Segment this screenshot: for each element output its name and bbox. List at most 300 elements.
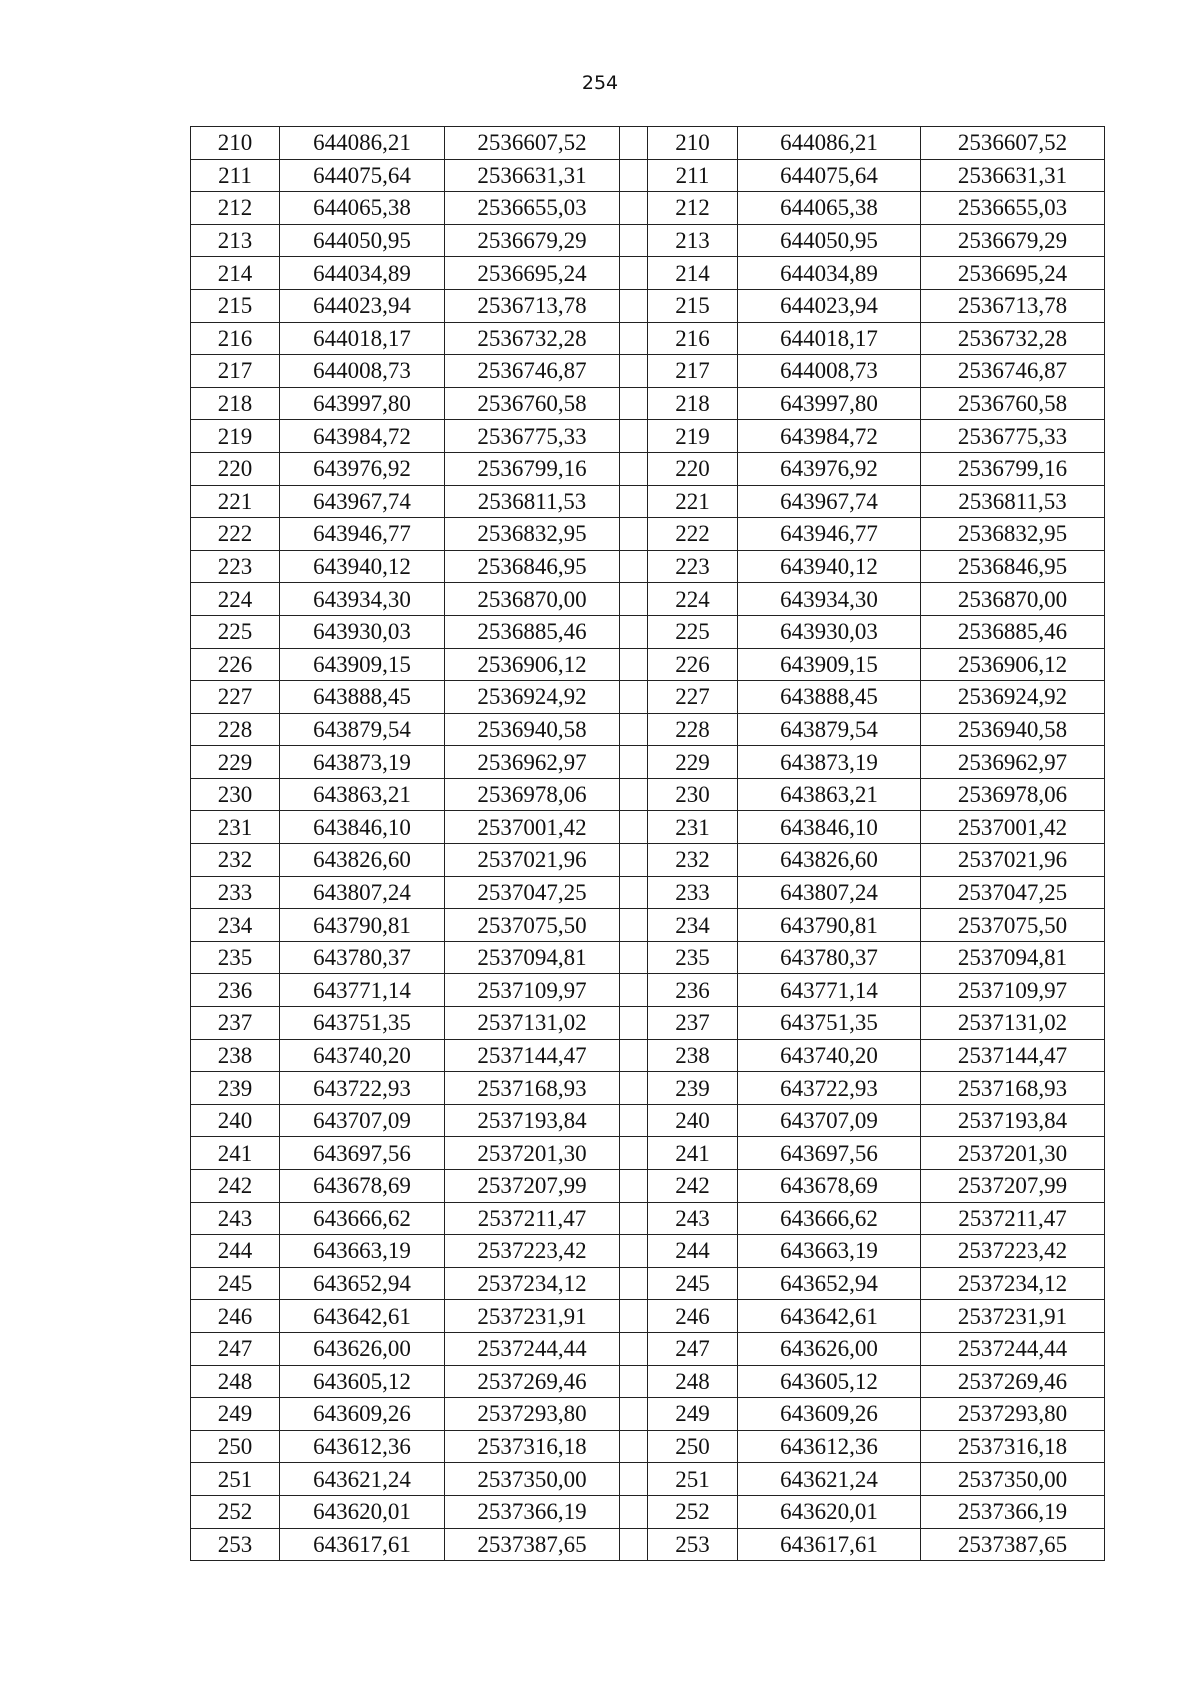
- table-row: [191, 452, 1105, 485]
- y-coordinate-cell-right: 2537047,25: [921, 876, 1105, 909]
- point-number-cell-right: 237: [648, 1007, 738, 1040]
- spacer-cell: [620, 1528, 648, 1561]
- point-number-cell: 234: [191, 909, 280, 942]
- x-coordinate-cell: 643967,74: [280, 485, 445, 518]
- point-number-cell-right: 236: [648, 974, 738, 1007]
- spacer-cell: [620, 1300, 648, 1333]
- table-row: [191, 1039, 1105, 1072]
- y-coordinate-cell-right: 2536746,87: [921, 355, 1105, 388]
- x-coordinate-cell: 643642,61: [280, 1300, 445, 1333]
- x-coordinate-cell-right: 644008,73: [738, 355, 921, 388]
- table-row: [191, 1300, 1105, 1333]
- point-number-cell: 242: [191, 1170, 280, 1203]
- y-coordinate-cell: 2537001,42: [445, 811, 620, 844]
- spacer-cell: [620, 127, 648, 160]
- table-row: [191, 778, 1105, 811]
- y-coordinate-cell-right: 2537244,44: [921, 1332, 1105, 1365]
- x-coordinate-cell-right: 643617,61: [738, 1528, 921, 1561]
- table-row: [191, 224, 1105, 257]
- y-coordinate-cell: 2536746,87: [445, 355, 620, 388]
- point-number-cell: 226: [191, 648, 280, 681]
- point-number-cell-right: 216: [648, 322, 738, 355]
- x-coordinate-cell: 643697,56: [280, 1137, 445, 1170]
- point-number-cell: 221: [191, 485, 280, 518]
- spacer-cell: [620, 1137, 648, 1170]
- x-coordinate-cell: 643946,77: [280, 518, 445, 551]
- y-coordinate-cell-right: 2537207,99: [921, 1170, 1105, 1203]
- x-coordinate-cell: 643666,62: [280, 1202, 445, 1235]
- y-coordinate-cell-right: 2537201,30: [921, 1137, 1105, 1170]
- y-coordinate-cell: 2537047,25: [445, 876, 620, 909]
- table-row: [191, 159, 1105, 192]
- y-coordinate-cell-right: 2537211,47: [921, 1202, 1105, 1235]
- point-number-cell-right: 245: [648, 1267, 738, 1300]
- point-number-cell-right: 220: [648, 452, 738, 485]
- y-coordinate-cell: 2537366,19: [445, 1495, 620, 1528]
- point-number-cell-right: 211: [648, 159, 738, 192]
- spacer-cell: [620, 420, 648, 453]
- table-row: [191, 681, 1105, 714]
- spacer-cell: [620, 974, 648, 1007]
- x-coordinate-cell: 643678,69: [280, 1170, 445, 1203]
- y-coordinate-cell: 2537211,47: [445, 1202, 620, 1235]
- spacer-cell: [620, 224, 648, 257]
- point-number-cell: 214: [191, 257, 280, 290]
- x-coordinate-cell: 643620,01: [280, 1495, 445, 1528]
- y-coordinate-cell-right: 2537075,50: [921, 909, 1105, 942]
- y-coordinate-cell: 2536962,97: [445, 746, 620, 779]
- table-row: [191, 876, 1105, 909]
- spacer-cell: [620, 159, 648, 192]
- y-coordinate-cell: 2537234,12: [445, 1267, 620, 1300]
- y-coordinate-cell-right: 2537223,42: [921, 1235, 1105, 1268]
- x-coordinate-cell: 643652,94: [280, 1267, 445, 1300]
- x-coordinate-cell-right: 644018,17: [738, 322, 921, 355]
- x-coordinate-cell: 643609,26: [280, 1398, 445, 1431]
- y-coordinate-cell: 2536775,33: [445, 420, 620, 453]
- table-row: [191, 289, 1105, 322]
- x-coordinate-cell: 643909,15: [280, 648, 445, 681]
- y-coordinate-cell: 2537223,42: [445, 1235, 620, 1268]
- y-coordinate-cell: 2536760,58: [445, 387, 620, 420]
- y-coordinate-cell: 2537244,44: [445, 1332, 620, 1365]
- x-coordinate-cell-right: 643780,37: [738, 941, 921, 974]
- y-coordinate-cell-right: 2536679,29: [921, 224, 1105, 257]
- x-coordinate-cell-right: 643771,14: [738, 974, 921, 1007]
- point-number-cell-right: 253: [648, 1528, 738, 1561]
- point-number-cell-right: 235: [648, 941, 738, 974]
- spacer-cell: [620, 289, 648, 322]
- spacer-cell: [620, 355, 648, 388]
- x-coordinate-cell: 643617,61: [280, 1528, 445, 1561]
- x-coordinate-cell: 644075,64: [280, 159, 445, 192]
- x-coordinate-cell: 643826,60: [280, 844, 445, 877]
- x-coordinate-cell: 644065,38: [280, 192, 445, 225]
- table-row: [191, 1495, 1105, 1528]
- point-number-cell-right: 221: [648, 485, 738, 518]
- x-coordinate-cell: 644008,73: [280, 355, 445, 388]
- x-coordinate-cell-right: 643697,56: [738, 1137, 921, 1170]
- y-coordinate-cell: 2537269,46: [445, 1365, 620, 1398]
- point-number-cell: 227: [191, 681, 280, 714]
- x-coordinate-cell-right: 643930,03: [738, 615, 921, 648]
- x-coordinate-cell-right: 643642,61: [738, 1300, 921, 1333]
- y-coordinate-cell-right: 2536607,52: [921, 127, 1105, 160]
- y-coordinate-cell-right: 2536775,33: [921, 420, 1105, 453]
- table-row: [191, 1137, 1105, 1170]
- x-coordinate-cell-right: 643612,36: [738, 1430, 921, 1463]
- x-coordinate-cell-right: 643609,26: [738, 1398, 921, 1431]
- y-coordinate-cell-right: 2537316,18: [921, 1430, 1105, 1463]
- x-coordinate-cell-right: 643626,00: [738, 1332, 921, 1365]
- x-coordinate-cell: 643740,20: [280, 1039, 445, 1072]
- spacer-cell: [620, 811, 648, 844]
- point-number-cell-right: 218: [648, 387, 738, 420]
- spacer-cell: [620, 909, 648, 942]
- x-coordinate-cell: 643807,24: [280, 876, 445, 909]
- table-row: [191, 1104, 1105, 1137]
- table-row: [191, 1430, 1105, 1463]
- point-number-cell-right: 229: [648, 746, 738, 779]
- y-coordinate-cell: 2536679,29: [445, 224, 620, 257]
- x-coordinate-cell: 643879,54: [280, 713, 445, 746]
- x-coordinate-cell: 643997,80: [280, 387, 445, 420]
- x-coordinate-cell-right: 643984,72: [738, 420, 921, 453]
- x-coordinate-cell-right: 644034,89: [738, 257, 921, 290]
- spacer-cell: [620, 778, 648, 811]
- y-coordinate-cell: 2536811,53: [445, 485, 620, 518]
- x-coordinate-cell-right: 643879,54: [738, 713, 921, 746]
- spacer-cell: [620, 1104, 648, 1137]
- y-coordinate-cell: 2537201,30: [445, 1137, 620, 1170]
- x-coordinate-cell-right: 644086,21: [738, 127, 921, 160]
- table-row: [191, 322, 1105, 355]
- point-number-cell: 237: [191, 1007, 280, 1040]
- table-row: [191, 387, 1105, 420]
- point-number-cell: 217: [191, 355, 280, 388]
- x-coordinate-cell-right: 643967,74: [738, 485, 921, 518]
- spacer-cell: [620, 615, 648, 648]
- point-number-cell-right: 243: [648, 1202, 738, 1235]
- point-number-cell: 238: [191, 1039, 280, 1072]
- point-number-cell: 220: [191, 452, 280, 485]
- point-number-cell: 244: [191, 1235, 280, 1268]
- point-number-cell-right: 241: [648, 1137, 738, 1170]
- point-number-cell-right: 231: [648, 811, 738, 844]
- point-number-cell-right: 252: [648, 1495, 738, 1528]
- y-coordinate-cell-right: 2536713,78: [921, 289, 1105, 322]
- point-number-cell: 211: [191, 159, 280, 192]
- x-coordinate-cell: 643934,30: [280, 583, 445, 616]
- point-number-cell-right: 227: [648, 681, 738, 714]
- point-number-cell: 232: [191, 844, 280, 877]
- point-number-cell: 224: [191, 583, 280, 616]
- point-number-cell-right: 228: [648, 713, 738, 746]
- x-coordinate-cell-right: 643740,20: [738, 1039, 921, 1072]
- point-number-cell: 222: [191, 518, 280, 551]
- y-coordinate-cell-right: 2536760,58: [921, 387, 1105, 420]
- y-coordinate-cell: 2537075,50: [445, 909, 620, 942]
- y-coordinate-cell-right: 2536732,28: [921, 322, 1105, 355]
- point-number-cell: 246: [191, 1300, 280, 1333]
- spacer-cell: [620, 1463, 648, 1496]
- x-coordinate-cell: 643984,72: [280, 420, 445, 453]
- y-coordinate-cell: 2537387,65: [445, 1528, 620, 1561]
- x-coordinate-cell-right: 643863,21: [738, 778, 921, 811]
- x-coordinate-cell: 643976,92: [280, 452, 445, 485]
- spacer-cell: [620, 648, 648, 681]
- spacer-cell: [620, 876, 648, 909]
- point-number-cell: 248: [191, 1365, 280, 1398]
- point-number-cell: 241: [191, 1137, 280, 1170]
- spacer-cell: [620, 844, 648, 877]
- point-number-cell-right: 214: [648, 257, 738, 290]
- point-number-cell-right: 249: [648, 1398, 738, 1431]
- point-number-cell: 219: [191, 420, 280, 453]
- y-coordinate-cell-right: 2537234,12: [921, 1267, 1105, 1300]
- spacer-cell: [620, 1007, 648, 1040]
- table-row: [191, 257, 1105, 290]
- x-coordinate-cell-right: 644050,95: [738, 224, 921, 257]
- y-coordinate-cell: 2537207,99: [445, 1170, 620, 1203]
- table-row: [191, 648, 1105, 681]
- table-row: [191, 1267, 1105, 1300]
- y-coordinate-cell-right: 2537193,84: [921, 1104, 1105, 1137]
- y-coordinate-cell-right: 2537001,42: [921, 811, 1105, 844]
- y-coordinate-cell-right: 2536924,92: [921, 681, 1105, 714]
- y-coordinate-cell: 2536695,24: [445, 257, 620, 290]
- spacer-cell: [620, 1202, 648, 1235]
- x-coordinate-cell: 643771,14: [280, 974, 445, 1007]
- y-coordinate-cell-right: 2537350,00: [921, 1463, 1105, 1496]
- x-coordinate-cell: 643621,24: [280, 1463, 445, 1496]
- spacer-cell: [620, 1039, 648, 1072]
- y-coordinate-cell: 2537350,00: [445, 1463, 620, 1496]
- point-number-cell: 230: [191, 778, 280, 811]
- x-coordinate-cell-right: 643605,12: [738, 1365, 921, 1398]
- point-number-cell: 252: [191, 1495, 280, 1528]
- x-coordinate-cell: 644050,95: [280, 224, 445, 257]
- spacer-cell: [620, 550, 648, 583]
- y-coordinate-cell-right: 2537109,97: [921, 974, 1105, 1007]
- x-coordinate-cell-right: 643940,12: [738, 550, 921, 583]
- x-coordinate-cell-right: 643997,80: [738, 387, 921, 420]
- x-coordinate-cell-right: 643751,35: [738, 1007, 921, 1040]
- y-coordinate-cell-right: 2536940,58: [921, 713, 1105, 746]
- point-number-cell: 231: [191, 811, 280, 844]
- spacer-cell: [620, 1267, 648, 1300]
- table-row: [191, 1365, 1105, 1398]
- point-number-cell-right: 234: [648, 909, 738, 942]
- point-number-cell-right: 224: [648, 583, 738, 616]
- x-coordinate-cell-right: 643663,19: [738, 1235, 921, 1268]
- spacer-cell: [620, 1495, 648, 1528]
- point-number-cell-right: 225: [648, 615, 738, 648]
- x-coordinate-cell: 643780,37: [280, 941, 445, 974]
- x-coordinate-cell-right: 643807,24: [738, 876, 921, 909]
- point-number-cell: 253: [191, 1528, 280, 1561]
- x-coordinate-cell-right: 643946,77: [738, 518, 921, 551]
- point-number-cell: 251: [191, 1463, 280, 1496]
- y-coordinate-cell-right: 2537366,19: [921, 1495, 1105, 1528]
- x-coordinate-cell: 643888,45: [280, 681, 445, 714]
- table-row: [191, 1332, 1105, 1365]
- y-coordinate-cell: 2536631,31: [445, 159, 620, 192]
- x-coordinate-cell: 643722,93: [280, 1072, 445, 1105]
- spacer-cell: [620, 257, 648, 290]
- x-coordinate-cell: 643930,03: [280, 615, 445, 648]
- table-row: [191, 420, 1105, 453]
- spacer-cell: [620, 322, 648, 355]
- point-number-cell: 233: [191, 876, 280, 909]
- point-number-cell: 245: [191, 1267, 280, 1300]
- x-coordinate-cell: 643751,35: [280, 1007, 445, 1040]
- y-coordinate-cell: 2536906,12: [445, 648, 620, 681]
- point-number-cell-right: 210: [648, 127, 738, 160]
- y-coordinate-cell-right: 2537387,65: [921, 1528, 1105, 1561]
- y-coordinate-cell-right: 2536695,24: [921, 257, 1105, 290]
- x-coordinate-cell: 644018,17: [280, 322, 445, 355]
- point-number-cell-right: 240: [648, 1104, 738, 1137]
- table-row: [191, 485, 1105, 518]
- x-coordinate-cell-right: 643620,01: [738, 1495, 921, 1528]
- y-coordinate-cell: 2536832,95: [445, 518, 620, 551]
- y-coordinate-cell-right: 2536846,95: [921, 550, 1105, 583]
- spacer-cell: [620, 1235, 648, 1268]
- y-coordinate-cell: 2536799,16: [445, 452, 620, 485]
- y-coordinate-cell: 2536924,92: [445, 681, 620, 714]
- x-coordinate-cell-right: 643976,92: [738, 452, 921, 485]
- spacer-cell: [620, 192, 648, 225]
- y-coordinate-cell-right: 2537021,96: [921, 844, 1105, 877]
- x-coordinate-cell: 644034,89: [280, 257, 445, 290]
- y-coordinate-cell-right: 2536655,03: [921, 192, 1105, 225]
- y-coordinate-cell-right: 2536631,31: [921, 159, 1105, 192]
- point-number-cell-right: 230: [648, 778, 738, 811]
- spacer-cell: [620, 681, 648, 714]
- table-row: [191, 615, 1105, 648]
- y-coordinate-cell-right: 2536978,06: [921, 778, 1105, 811]
- spacer-cell: [620, 1170, 648, 1203]
- x-coordinate-cell: 643873,19: [280, 746, 445, 779]
- table-row: [191, 1202, 1105, 1235]
- point-number-cell: 225: [191, 615, 280, 648]
- y-coordinate-cell-right: 2537168,93: [921, 1072, 1105, 1105]
- point-number-cell: 210: [191, 127, 280, 160]
- x-coordinate-cell-right: 643790,81: [738, 909, 921, 942]
- table-row: [191, 192, 1105, 225]
- x-coordinate-cell-right: 644065,38: [738, 192, 921, 225]
- x-coordinate-cell: 643863,21: [280, 778, 445, 811]
- point-number-cell-right: 242: [648, 1170, 738, 1203]
- y-coordinate-cell-right: 2537094,81: [921, 941, 1105, 974]
- table-row: [191, 844, 1105, 877]
- table-row: [191, 1235, 1105, 1268]
- spacer-cell: [620, 452, 648, 485]
- spacer-cell: [620, 713, 648, 746]
- table-row: [191, 1398, 1105, 1431]
- x-coordinate-cell: 643663,19: [280, 1235, 445, 1268]
- x-coordinate-cell-right: 643873,19: [738, 746, 921, 779]
- y-coordinate-cell-right: 2537144,47: [921, 1039, 1105, 1072]
- x-coordinate-cell-right: 643846,10: [738, 811, 921, 844]
- y-coordinate-cell-right: 2536906,12: [921, 648, 1105, 681]
- spacer-cell: [620, 941, 648, 974]
- x-coordinate-cell-right: 643909,15: [738, 648, 921, 681]
- x-coordinate-cell: 643626,00: [280, 1332, 445, 1365]
- point-number-cell-right: 219: [648, 420, 738, 453]
- table-row: [191, 518, 1105, 551]
- x-coordinate-cell: 643790,81: [280, 909, 445, 942]
- y-coordinate-cell: 2536607,52: [445, 127, 620, 160]
- spacer-cell: [620, 387, 648, 420]
- point-number-cell: 239: [191, 1072, 280, 1105]
- point-number-cell-right: 217: [648, 355, 738, 388]
- y-coordinate-cell: 2536885,46: [445, 615, 620, 648]
- point-number-cell-right: 215: [648, 289, 738, 322]
- x-coordinate-cell: 643940,12: [280, 550, 445, 583]
- x-coordinate-cell-right: 643888,45: [738, 681, 921, 714]
- y-coordinate-cell: 2537316,18: [445, 1430, 620, 1463]
- point-number-cell-right: 222: [648, 518, 738, 551]
- table-row: [191, 1170, 1105, 1203]
- x-coordinate-cell: 643605,12: [280, 1365, 445, 1398]
- point-number-cell: 223: [191, 550, 280, 583]
- y-coordinate-cell-right: 2536870,00: [921, 583, 1105, 616]
- spacer-cell: [620, 518, 648, 551]
- point-number-cell-right: 248: [648, 1365, 738, 1398]
- y-coordinate-cell: 2537293,80: [445, 1398, 620, 1431]
- y-coordinate-cell-right: 2536885,46: [921, 615, 1105, 648]
- y-coordinate-cell: 2536713,78: [445, 289, 620, 322]
- y-coordinate-cell: 2536732,28: [445, 322, 620, 355]
- y-coordinate-cell-right: 2536799,16: [921, 452, 1105, 485]
- point-number-cell-right: 250: [648, 1430, 738, 1463]
- y-coordinate-cell: 2537131,02: [445, 1007, 620, 1040]
- table-row: [191, 746, 1105, 779]
- y-coordinate-cell: 2537193,84: [445, 1104, 620, 1137]
- point-number-cell-right: 223: [648, 550, 738, 583]
- point-number-cell-right: 232: [648, 844, 738, 877]
- table-row: [191, 1528, 1105, 1561]
- point-number-cell: 212: [191, 192, 280, 225]
- point-number-cell: 215: [191, 289, 280, 322]
- point-number-cell: 216: [191, 322, 280, 355]
- point-number-cell: 240: [191, 1104, 280, 1137]
- x-coordinate-cell: 644086,21: [280, 127, 445, 160]
- page-number: 254: [581, 72, 619, 94]
- x-coordinate-cell-right: 643722,93: [738, 1072, 921, 1105]
- spacer-cell: [620, 1365, 648, 1398]
- y-coordinate-cell-right: 2537269,46: [921, 1365, 1105, 1398]
- point-number-cell: 213: [191, 224, 280, 257]
- spacer-cell: [620, 583, 648, 616]
- x-coordinate-cell: 643707,09: [280, 1104, 445, 1137]
- point-number-cell: 228: [191, 713, 280, 746]
- table-row: [191, 1072, 1105, 1105]
- table-row: [191, 127, 1105, 160]
- table-row: [191, 974, 1105, 1007]
- table-row: [191, 941, 1105, 974]
- point-number-cell-right: 244: [648, 1235, 738, 1268]
- point-number-cell: 247: [191, 1332, 280, 1365]
- y-coordinate-cell-right: 2537131,02: [921, 1007, 1105, 1040]
- point-number-cell-right: 213: [648, 224, 738, 257]
- spacer-cell: [620, 485, 648, 518]
- point-number-cell-right: 238: [648, 1039, 738, 1072]
- y-coordinate-cell: 2537021,96: [445, 844, 620, 877]
- spacer-cell: [620, 1072, 648, 1105]
